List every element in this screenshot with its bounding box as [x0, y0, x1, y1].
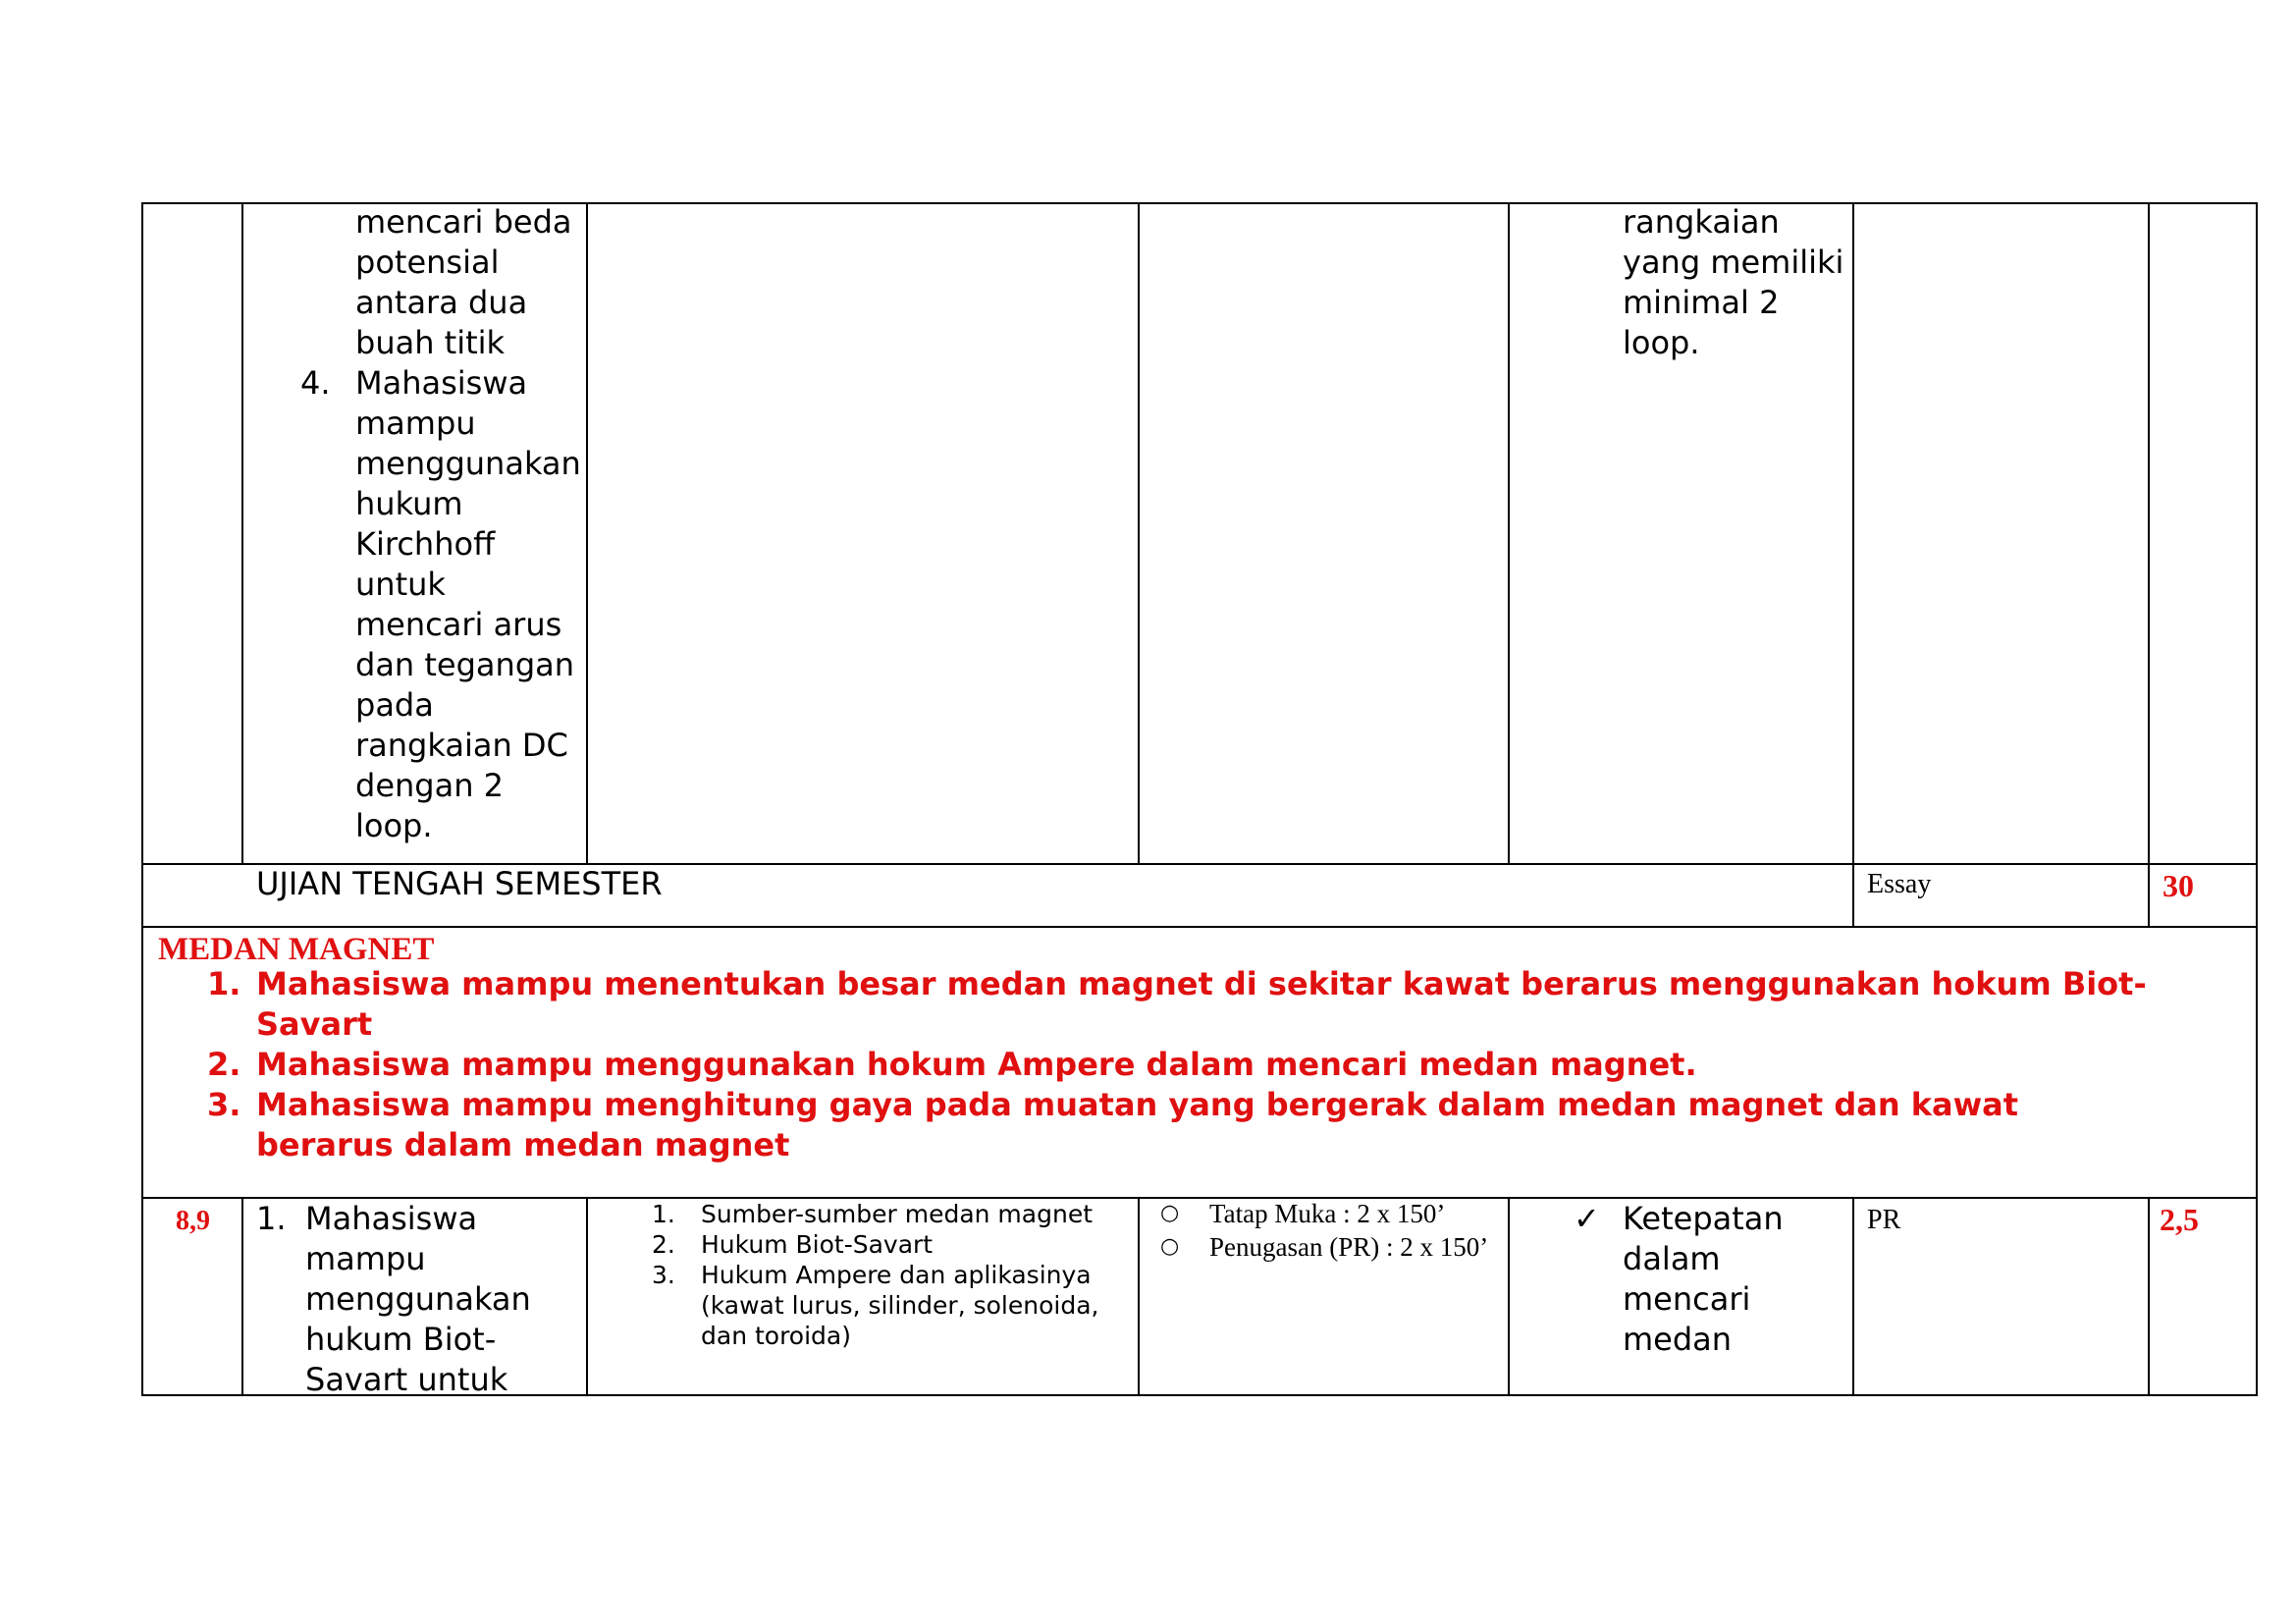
col-divider — [1852, 202, 1854, 865]
col-divider — [2148, 1197, 2150, 1396]
objectives-cell — [300, 202, 581, 846]
methods-list — [1160, 1197, 1494, 1264]
week-number: 8,9 — [176, 1206, 210, 1236]
section-objective-text: Mahasiswa mampu menentukan besar medan magnet di sekitar kawat berarus menggunakan hokum Biot-Savart — [256, 965, 2147, 1043]
col-divider — [1852, 863, 1854, 928]
material-text: Hukum Ampere dan aplikasinya (kawat lurus, silinder, solenoida, dan toroida) — [701, 1261, 1099, 1350]
material-number: 2. — [652, 1230, 675, 1259]
row89-weight: 2,5 — [2160, 1202, 2199, 1237]
table-border-uts-bottom — [141, 926, 2258, 928]
method-text: Penugasan (PR) : 2 x 150’ — [1209, 1232, 1489, 1262]
section-objective-text: Mahasiswa mampu menghitung gaya pada muatan yang bergerak dalam medan magnet dan kawat berarus dalam medan magnet — [256, 1086, 2019, 1163]
objective-number: 1. — [256, 1200, 287, 1237]
section-objectives — [207, 964, 2249, 1165]
material-item — [652, 1229, 1133, 1260]
col-divider — [2148, 202, 2150, 865]
uts-label: UJIAN TENGAH SEMESTER — [256, 865, 663, 902]
section-objective-text: Mahasiswa mampu menggunakan hokum Ampere dalam mencari medan magnet. — [256, 1046, 1697, 1083]
section-title: MEDAN MAGNET — [158, 932, 435, 967]
col-divider — [241, 1197, 243, 1396]
bullet-circle-icon: ○ — [1160, 1234, 1180, 1259]
col-divider — [1852, 1197, 1854, 1396]
col-divider — [1138, 202, 1140, 865]
section-objective-2 — [207, 1045, 2249, 1085]
objective-number: 4. — [300, 364, 331, 402]
objective-text: Mahasiswa mampu menggunakan hukum Kirchhoff untuk mencari arus dan tegangan pada rangkaian DC dengan 2 loop. — [355, 364, 581, 844]
material-item — [652, 1199, 1133, 1229]
col-divider — [586, 1197, 588, 1396]
table-border-right — [2256, 202, 2258, 1396]
material-number: 1. — [652, 1200, 675, 1228]
section-objective-3 — [207, 1085, 2121, 1165]
col-divider — [241, 202, 243, 865]
col-divider — [586, 202, 588, 865]
section-objective-number: 1. — [207, 965, 241, 1002]
bullet-circle-icon: ○ — [1160, 1201, 1180, 1225]
section-objective-1 — [207, 964, 2249, 1045]
indicator-continuation-text: rangkaian yang memiliki minimal 2 loop. — [1623, 203, 1844, 361]
row89-indicator — [1574, 1199, 1843, 1390]
col-divider — [1508, 202, 1510, 865]
material-item — [652, 1260, 1133, 1351]
materials-list — [652, 1199, 1133, 1351]
table-border-left — [141, 202, 143, 1396]
uts-assessment: Essay — [1867, 869, 1932, 899]
objective-continuation-text: mencari beda potensial antara dua buah titik — [355, 203, 572, 361]
row89-assessment: PR — [1867, 1205, 1901, 1235]
row89-objective — [256, 1199, 580, 1398]
syllabus-table — [141, 202, 2258, 1396]
material-number: 3. — [652, 1261, 675, 1289]
method-item — [1160, 1230, 1494, 1264]
objective-item-4 — [300, 363, 581, 846]
section-objective-number: 2. — [207, 1046, 241, 1083]
indicator-cell — [1623, 202, 1846, 363]
method-item — [1160, 1197, 1494, 1230]
uts-weight: 30 — [2163, 868, 2194, 903]
objective-text: Mahasiswa mampu menggunakan hukum Biot-Savart untuk — [305, 1200, 531, 1398]
material-text: Sumber-sumber medan magnet — [701, 1200, 1093, 1228]
col-divider — [2148, 863, 2150, 928]
col-divider — [1138, 1197, 1140, 1396]
section-objective-number: 3. — [207, 1086, 241, 1123]
col-divider — [1508, 1197, 1510, 1396]
material-text: Hukum Biot-Savart — [701, 1230, 934, 1259]
indicator-text: Ketepatan dalam mencari medan — [1623, 1200, 1784, 1358]
checkmark-icon: ✓ — [1574, 1200, 1600, 1237]
method-text: Tatap Muka : 2 x 150’ — [1209, 1199, 1446, 1228]
